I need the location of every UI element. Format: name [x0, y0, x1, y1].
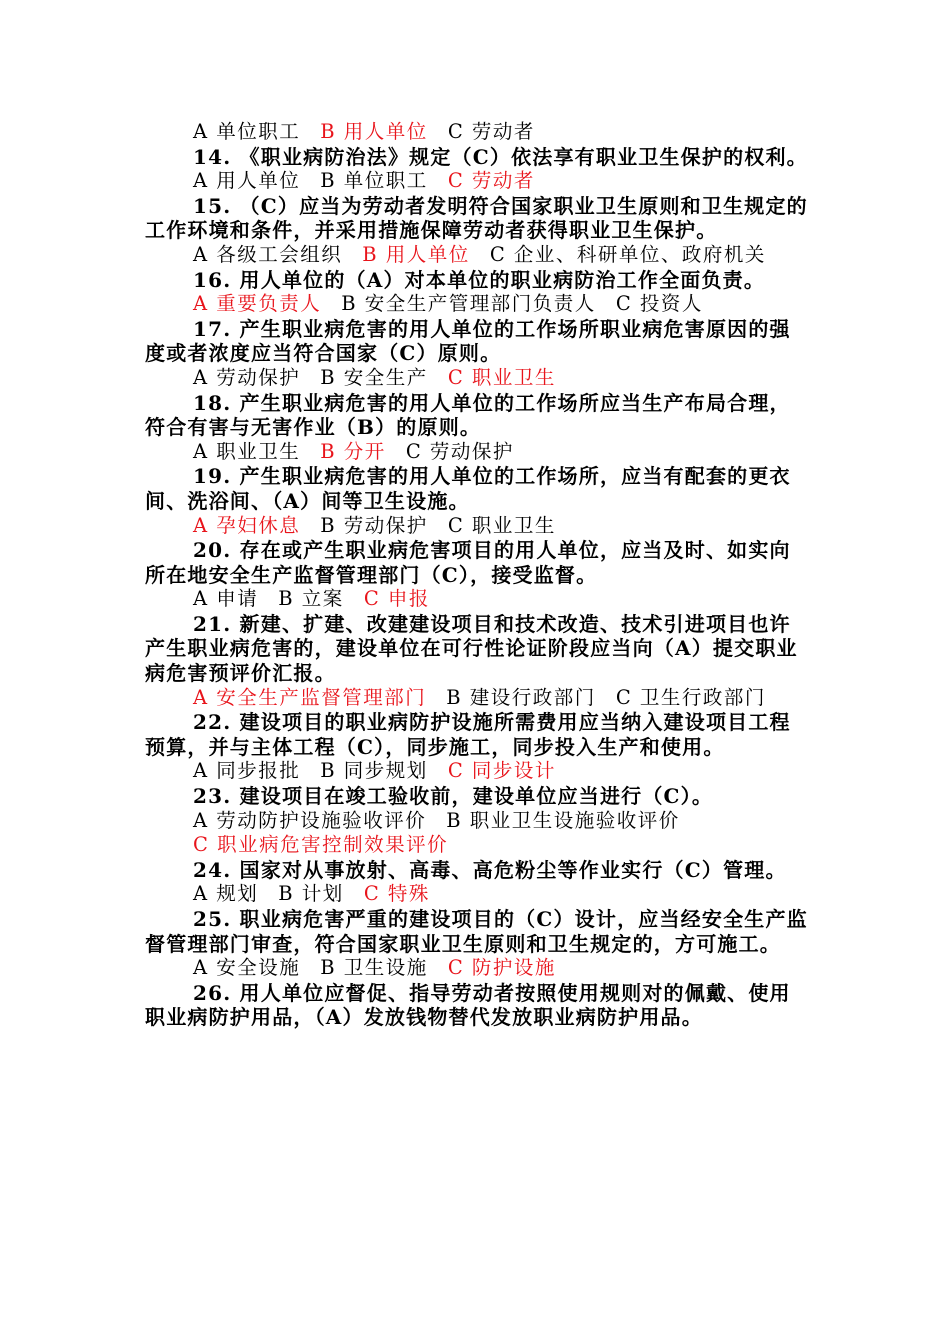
option: B 立案 — [278, 587, 344, 611]
correct-option: B 用人单位 — [362, 242, 470, 266]
correct-option: B 分开 — [320, 439, 386, 463]
option: B 同步规划 — [320, 759, 428, 783]
option: A 劳动防护设施验收评价 — [193, 808, 427, 832]
option: C 劳动者 — [447, 120, 535, 143]
answer-options — [145, 759, 810, 784]
document-page — [145, 120, 810, 1030]
option: A 同步报批 — [193, 759, 301, 783]
correct-option: C 职业病危害控制效果评价 — [193, 833, 449, 857]
correct-option: C 特殊 — [363, 882, 430, 906]
question-text: 25. 职业病危害严重的建设项目的（C）设计，应当经安全生产监督管理部门审查，符合国家职业卫生原则和卫生规定的，方可施工。 — [145, 907, 808, 956]
option: B 劳动保护 — [320, 513, 428, 537]
answer-options — [145, 882, 810, 907]
question-text: 19. 产生职业病危害的用人单位的工作场所，应当有配套的更衣间、洗浴间、（A）间等卫生设施。 — [145, 464, 791, 513]
option: C 企业、科研单位、政府机关 — [489, 242, 766, 266]
option: C 劳动保护 — [405, 439, 514, 463]
option: C 职业卫生 — [447, 513, 556, 537]
option: A 单位职工 — [193, 120, 301, 143]
option: B 安全生产 — [320, 365, 428, 389]
answer-options — [145, 292, 810, 317]
option: A 劳动保护 — [193, 365, 301, 389]
option: A 安全设施 — [193, 956, 301, 980]
question-text: 26. 用人单位应督促、指导劳动者按照使用规则对的佩戴、使用职业病防护用品，（A）发放钱物替代发放职业病防护用品。 — [145, 980, 791, 1030]
correct-option: C 劳动者 — [447, 169, 535, 193]
correct-option: B 用人单位 — [320, 120, 428, 143]
option: C 投资人 — [615, 292, 703, 316]
answer-options — [145, 587, 810, 612]
correct-option: A 安全生产监督管理部门 — [193, 685, 427, 709]
correct-option: C 职业卫生 — [447, 365, 556, 389]
answer-options — [145, 833, 810, 858]
question-text: 22. 建设项目的职业病防护设施所需费用应当纳入建设项目工程预算，并与主体工程（C），同步施工，同步投入生产和使用。 — [145, 710, 791, 759]
correct-option: C 防护设施 — [447, 956, 556, 980]
answer-options — [145, 366, 810, 391]
answer-options — [145, 120, 810, 145]
question-text: 21. 新建、扩建、改建建设项目和技术改造、技术引进项目也许产生职业病危害的，建设单位在可行性论证阶段应当向（A）提交职业病危害预评价汇报。 — [145, 611, 798, 686]
answer-options — [145, 440, 810, 465]
option: B 单位职工 — [320, 169, 428, 193]
answer-options — [145, 956, 810, 981]
correct-option: A 重要负责人 — [193, 292, 322, 316]
option: C 卫生行政部门 — [615, 685, 766, 709]
answer-options — [145, 169, 810, 194]
correct-option: A 孕妇休息 — [193, 513, 301, 537]
question-text: 14. 《职业病防治法》规定（C）依法享有职业卫生保护的权利。 — [193, 144, 808, 169]
question-text: 17. 产生职业病危害的用人单位的工作场所职业病危害原因的强度或者浓度应当符合国家（C）原则。 — [145, 316, 791, 366]
question-text: 24. 国家对从事放射、高毒、高危粉尘等作业实行（C）管理。 — [193, 857, 787, 882]
option: A 职业卫生 — [193, 439, 301, 463]
question-text: 16. 用人单位的（A）对本单位的职业病防治工作全面负责。 — [193, 267, 766, 292]
answer-options — [145, 243, 810, 268]
option: B 计划 — [278, 882, 344, 906]
question-text: 18. 产生职业病危害的用人单位的工作场所应当生产布局合理，符合有害与无害作业（B）的原则。 — [145, 390, 791, 440]
option: A 用人单位 — [193, 169, 301, 193]
answer-options — [145, 686, 810, 711]
answer-options — [145, 514, 810, 539]
question-text: 23. 建设项目在竣工验收前，建设单位应当进行（C）。 — [193, 784, 714, 809]
option: B 安全生产管理部门负责人 — [341, 292, 596, 316]
option: B 建设行政部门 — [446, 685, 596, 709]
question-text: 15. （C）应当为劳动者发明符合国家职业卫生原则和卫生规定的工作环境和条件，并采用措施保障劳动者获得职业卫生保护。 — [145, 193, 808, 243]
option: A 申请 — [193, 587, 259, 611]
correct-option: C 同步设计 — [447, 759, 556, 783]
answer-options — [145, 809, 810, 834]
option: A 各级工会组织 — [193, 242, 343, 266]
option: B 卫生设施 — [320, 956, 428, 980]
option: A 规划 — [193, 882, 259, 906]
option: B 职业卫生设施验收评价 — [446, 808, 680, 832]
correct-option: C 申报 — [363, 587, 430, 611]
question-text: 20. 存在或产生职业病危害项目的用人单位，应当及时、如实向所在地安全生产监督管理部门（C），接受监督。 — [145, 538, 791, 587]
